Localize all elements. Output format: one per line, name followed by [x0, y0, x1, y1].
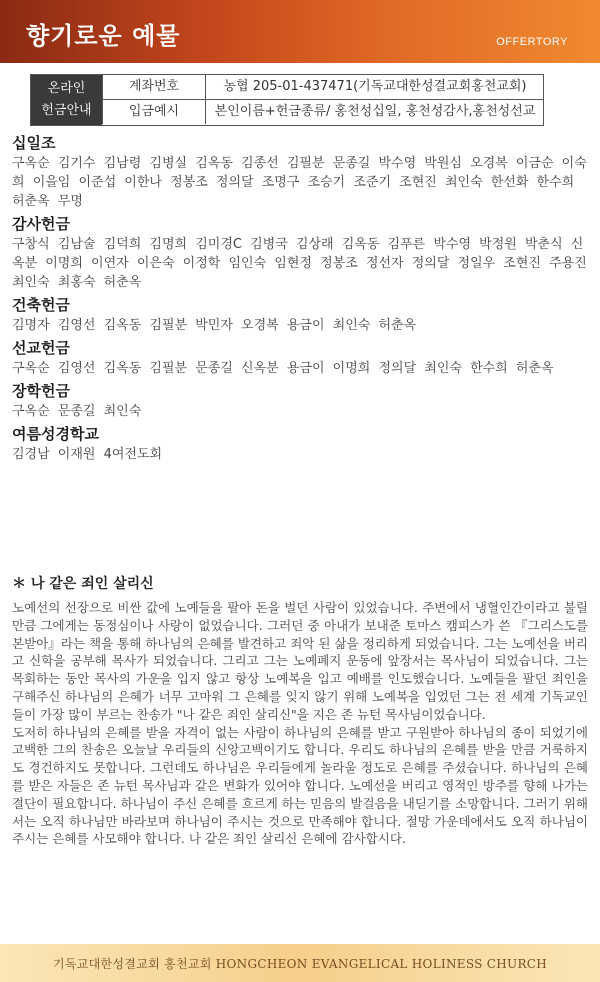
section-title: 장학헌금 [12, 382, 70, 400]
article-body [12, 599, 588, 848]
section-mission [12, 337, 588, 378]
online-label-line2: 헌금안내 [41, 103, 92, 118]
section-title: 건축헌금 [12, 296, 70, 314]
page-subtitle-en: OFFERTORY [496, 36, 568, 48]
deposit-example-key: 입금예시 [103, 100, 206, 124]
online-label-line1: 온라인 [47, 81, 86, 96]
deposit-example-value: 본인이름+헌금종류/ 홍천성십일, 홍천성감사,홍천성선교 [214, 104, 536, 119]
account-value: 농협 205-01-437471(기독교대한성결교회홍천교회) [223, 79, 527, 94]
page-footer [0, 944, 600, 982]
section-names: 구창식 김남술 김덕희 김명희 김미경C 김병국 김상래 김옥동 김푸른 박수영 박정원 박춘식 신옥분 이명희 이연자 이은숙 이정학 임인숙 임현정 정봉조 정선자 정의달 정일우 조현진 주용진 최인숙 최홍숙 허춘옥 [12, 237, 587, 290]
section-title: 감사헌금 [12, 215, 70, 233]
article-title: ＊ 나 같은 죄인 살리신 [12, 576, 154, 592]
section-tithe [12, 132, 588, 211]
online-offering-label [31, 75, 102, 125]
devotional-article [12, 575, 588, 848]
section-title: 십일조 [12, 134, 56, 152]
section-names: 김경남 이재원 4여전도회 [12, 447, 163, 462]
article-paragraph: 노예선의 선장으로 비싼 값에 노예들을 팔아 돈을 벌던 사람이 있었습니다. 주변에서 냉혈인간이라고 불릴 만큼 그에게는 동정심이나 사랑이 없었습니다. 그러던 중 아내가 보내준 토마스 캠피스가 쓴 『그리스도를 본받아』라는 책을 통해 하나님의 은혜를 발견하고 죄악 된 삶을 정리하게 되었습니다. 그는 노예선을 버리고 신학을 공부해 목사가 되었습니다. 그리고 그는 노예폐지 운동에 앞장서는 목사님이 되었습니다. 그는 목회하는 동안 목사의 가운을 입지 않고 항상 노예복을 입고 예배를 인도했습니다. 노예들을 팔던 죄인을 구해주신 하나님의 은혜가 너무 고마워 그 은혜를 잊지 않기 위해 노예복을 입었던 그는 전 세계 기독교인들이 가장 많이 부르는 찬송가 "나 같은 죄인 살리신"을 지은 존 뉴턴 목사님이었습니다. [12, 600, 588, 722]
section-scholarship [12, 380, 588, 421]
section-title: 여름성경학교 [12, 425, 99, 443]
section-names: 구옥순 김기수 김남령 김병실 김옥동 김종선 김필분 문종길 박수영 박원심 오경복 이금순 이숙희 이을임 이준섭 이한나 정봉조 정의달 조명구 조승기 조준기 조현진 최인숙 한선화 한수희 허춘옥 무명 [12, 156, 587, 209]
account-key: 계좌번호 [103, 75, 206, 99]
section-title: 선교헌금 [12, 339, 70, 357]
section-names: 김명자 김영선 김옥동 김필분 박민자 오경복 용금이 최인숙 허춘옥 [12, 318, 417, 333]
account-row [102, 75, 544, 100]
section-thanks [12, 213, 588, 292]
footer-church-name: 기독교대한성결교회 홍천교회 HONGCHEON EVANGELICAL HOLINESS CHURCH [52, 957, 548, 971]
section-vbs [12, 423, 588, 464]
section-names: 구옥순 김영선 김옥동 김필분 문종길 신옥분 용금이 이명희 정의달 최인숙 한수희 허춘옥 [12, 361, 554, 376]
online-offering-box [30, 74, 544, 126]
deposit-example-row [102, 100, 544, 124]
page-title: 향기로운 예물 [26, 22, 181, 50]
section-building [12, 294, 588, 335]
offering-list [12, 130, 588, 464]
article-paragraph: 도저히 하나님의 은혜를 받을 자격이 없는 사람이 하나님의 은혜를 받고 구원받아 하나님의 종이 되었기에 고백한 그의 찬송은 오늘날 우리들의 신앙고백이기도 합니다. 우리도 하나님의 은혜를 받을 만큼 거룩하지도 경건하지도 못합니다. 그런데도 하나님은 우리들에게 놀라울 정도로 은혜를 주셨습니다. 하나님의 은혜를 받은 자들은 존 뉴턴 목사님과 같은 변화가 있어야 합니다. 노예선을 버리고 영적인 방주를 향해 나가는 결단이 필요합니다. 하나님이 주신 은혜를 흐르게 하는 믿음의 발걸음을 내딛기를 소망합니다. 그러기 위해서는 오직 하나님만 바라보며 하나님이 주시는 것으로 만족해야 합니다. 절망 가운데에서도 오직 하나님이 주시는 은혜를 사모해야 합니다. 나 같은 죄인 살리신 은혜에 감사합시다. [12, 724, 588, 847]
section-names: 구옥순 문종길 최인숙 [12, 404, 142, 419]
page-header [0, 0, 600, 63]
